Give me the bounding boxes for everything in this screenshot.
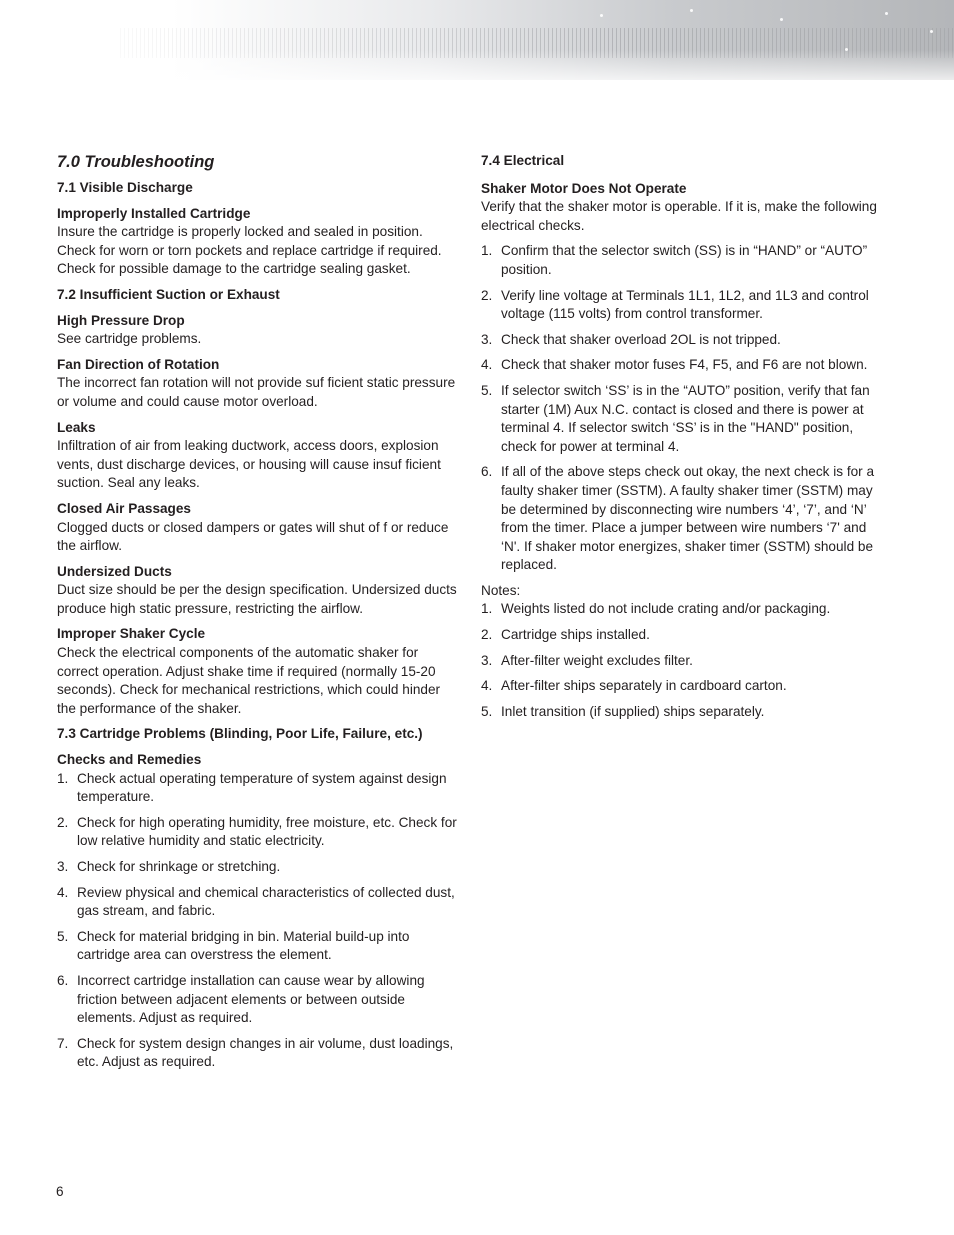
header-sparkle xyxy=(845,48,848,51)
list-item: 4. Review physical and chemical characteristics of collected dust, gas stream, and fabric. xyxy=(57,884,455,919)
paragraph: Verify that the shaker motor is operable. If it is, make the following electrical checks. xyxy=(481,199,877,233)
list-item: 1. Check actual operating temperature of system against design temperature. xyxy=(57,770,447,805)
list-item: 7. Check for system design changes in air volume, dust loadings, etc. Adjust as required. xyxy=(57,1035,454,1070)
page-title: 7.0 Troubleshooting xyxy=(57,153,215,171)
subheading: Improperly Installed Cartridge xyxy=(57,205,251,221)
subheading: Fan Direction of Rotation xyxy=(57,356,220,372)
list-item: 5. Check for material bridging in bin. Material build-up into cartridge area can overstress the element. xyxy=(57,928,410,963)
subheading: Undersized Ducts xyxy=(57,563,172,579)
left-column xyxy=(57,150,462,1079)
header-sparkle xyxy=(930,30,933,33)
paragraph: The incorrect fan rotation will not provide suf ficient static pressure or volume and could cause motor overload. xyxy=(57,375,456,409)
list-item: 6. Incorrect cartridge installation can cause wear by allowing friction between adjacent elements or between outside elements. Adjust as required. xyxy=(57,972,425,1026)
subheading: Leaks xyxy=(57,419,96,435)
list-item: 3. After-filter weight excludes filter. xyxy=(481,652,693,668)
list-item: 1. Weights listed do not include crating and/or packaging. xyxy=(481,601,831,617)
header-sparkle xyxy=(885,12,888,15)
section-heading-7-3: 7.3 Cartridge Problems (Blinding, Poor Life, Failure, etc.) xyxy=(57,726,423,742)
list-item: 6. If all of the above steps check out okay, the next check is for a faulty shaker timer (SSTM). A faulty shaker timer (SSTM) may be determined by disconnecting wire numbers ‘4’, ‘7’, and ‘N’ from the timer. Place a jumper between wire numbers ‘7' and ‘N'. If shaker motor energizes, shaker timer (SSTM) should be replaced. xyxy=(481,464,875,573)
list-item: 5. If selector switch ‘SS’ is in the “AUTO” position, verify that fan starter (1M) Aux N.C. contact is closed and there is power at terminal 4. If selector switch ‘SS’ is in the "HAND" position, check for power at terminal 4. xyxy=(481,382,870,454)
subheading: Improper Shaker Cycle xyxy=(57,626,206,642)
section-heading-7-1: 7.1 Visible Discharge xyxy=(57,180,193,195)
list-item: 3. Check that shaker overload 2OL is not tripped. xyxy=(481,331,781,347)
header-fade xyxy=(0,50,954,90)
subheading: High Pressure Drop xyxy=(57,312,185,328)
header-sparkle xyxy=(690,9,693,12)
notes-list xyxy=(481,600,886,721)
list-item: 5. Inlet transition (if supplied) ships separately. xyxy=(481,703,765,719)
list-item: 4. After-filter ships separately in cardboard carton. xyxy=(481,678,787,694)
page-number: 6 xyxy=(56,1184,64,1199)
header-sparkle xyxy=(780,18,783,21)
section-heading-7-2: 7.2 Insufficient Suction or Exhaust xyxy=(57,286,280,302)
list-item: 3. Check for shrinkage or stretching. xyxy=(57,859,281,874)
list-item: 1. Confirm that the selector switch (SS) is in “HAND” or “AUTO” position. xyxy=(481,243,868,277)
paragraph: Insure the cartridge is properly locked and sealed in position. Check for worn or torn pockets and replace cartridge if required. Check for possible damage to the cartridge sealing gasket. xyxy=(57,224,442,277)
right-column xyxy=(481,150,886,728)
paragraph: Clogged ducts or closed dampers or gates will shut of f or reduce the airflow. xyxy=(57,519,449,554)
list-item: 2. Check for high operating humidity, free moisture, etc. Check for low relative humidity and static electricity. xyxy=(57,814,457,849)
paragraph: Check the electrical components of the automatic shaker for correct operation. Adjust shake time if required (normally 15-20 seconds). Check for mechanical restrictions, which could hinder the performance of the shaker. xyxy=(57,645,441,716)
subheading: Closed Air Passages xyxy=(57,500,191,516)
list-item: 4. Check that shaker motor fuses F4, F5, and F6 are not blown. xyxy=(481,357,868,373)
checks-list xyxy=(57,770,462,1072)
header-sparkle xyxy=(600,14,603,17)
list-item: 2. Cartridge ships installed. xyxy=(481,627,650,643)
section-heading-7-4: 7.4 Electrical xyxy=(481,153,565,168)
subheading: Checks and Remedies xyxy=(57,752,202,768)
subheading: Shaker Motor Does Not Operate xyxy=(481,180,687,196)
list-item: 2. Verify line voltage at Terminals 1L1, 1L2, and 1L3 and control voltage (115 volts) from control transformer. xyxy=(481,287,869,322)
paragraph: Infiltration of air from leaking ductwork, access doors, explosion vents, dust discharge devices, or housing will cause insuf ficient suction. Seal any leaks. xyxy=(57,438,441,491)
notes-label: Notes: xyxy=(481,582,521,598)
paragraph: See cartridge problems. xyxy=(57,331,202,347)
electrical-checks-list xyxy=(481,242,886,575)
paragraph: Duct size should be per the design specification. Undersized ducts produce high static pressure, restricting the airflow. xyxy=(57,582,457,616)
